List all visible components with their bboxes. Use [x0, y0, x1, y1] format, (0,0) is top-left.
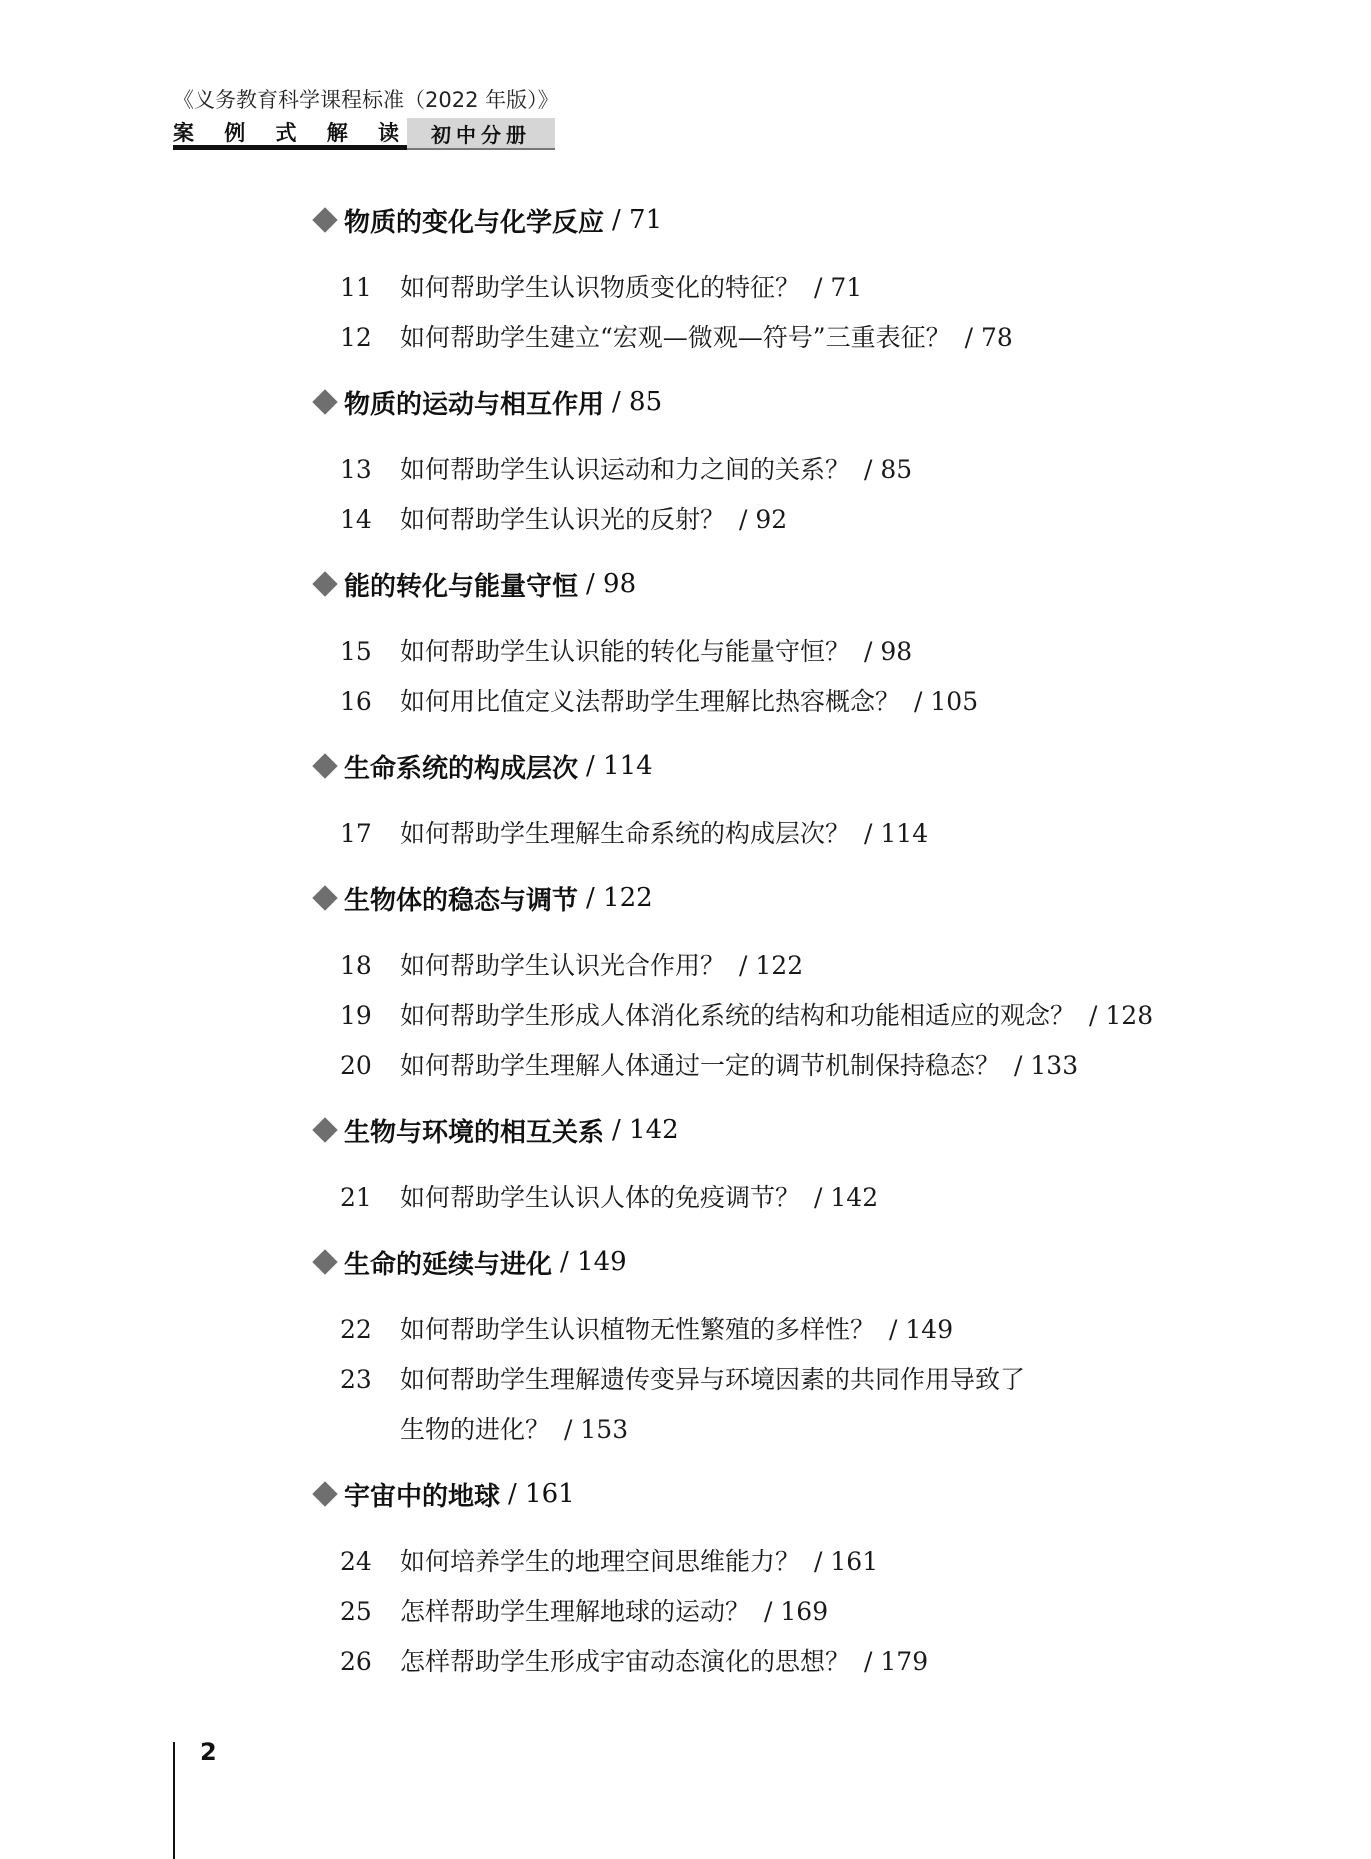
- entry-text-block: [400, 1355, 1210, 1455]
- running-header: [173, 86, 713, 150]
- entry-title: 如何培养学生的地理空间思维能力？: [400, 1547, 801, 1576]
- entry-title-continued: 生物的进化？: [400, 1415, 551, 1444]
- entry-number: 20: [340, 1051, 372, 1080]
- entry-title: 如何用比值定义法帮助学生理解比热容概念？: [400, 687, 901, 716]
- subtitle-volume: 初中分册: [407, 118, 555, 150]
- entry-text-block: [400, 677, 1210, 727]
- diamond-bullet-icon: [312, 1481, 337, 1506]
- entry-title: 如何帮助学生认识植物无性繁殖的多样性？: [400, 1315, 876, 1344]
- entry-list: [310, 1173, 1210, 1223]
- section-heading: [310, 744, 1210, 788]
- entry-title: 如何帮助学生认识人体的免疫调节？: [400, 1183, 801, 1212]
- entry-page: / 105: [914, 687, 979, 716]
- section-heading: [310, 1108, 1210, 1152]
- section-page: / 142: [612, 1115, 679, 1145]
- entry-page: / 122: [739, 951, 804, 980]
- entry-title: 怎样帮助学生形成宇宙动态演化的思想？: [400, 1647, 851, 1676]
- entry-page: / 153: [564, 1415, 629, 1444]
- entry-list: [310, 809, 1210, 859]
- section-page: / 114: [586, 751, 653, 781]
- entry-number: 18: [340, 951, 372, 980]
- section-title: 能的转化与能量守恒: [344, 571, 579, 602]
- entry-page: / 78: [964, 323, 1013, 352]
- diamond-bullet-icon: [312, 1117, 337, 1142]
- entry-number: 25: [340, 1597, 372, 1626]
- toc-section: [310, 198, 1210, 363]
- entry-text-block: [400, 1537, 1210, 1587]
- entry-number: 16: [340, 687, 372, 716]
- entry-text-block: [400, 1041, 1210, 1091]
- toc-section: [310, 380, 1210, 545]
- section-page: / 98: [586, 569, 637, 599]
- subtitle-char: 例: [224, 120, 246, 145]
- section-title: 生物体的稳态与调节: [344, 885, 579, 916]
- subtitle-char: 解: [326, 120, 348, 145]
- entry-page: / 92: [739, 505, 788, 534]
- entry-text-block: [400, 1305, 1210, 1355]
- entry-number: 12: [340, 323, 372, 352]
- diamond-bullet-icon: [312, 753, 337, 778]
- entry-page: / 128: [1089, 1001, 1154, 1030]
- section-title: 生命系统的构成层次: [344, 753, 579, 784]
- entry-list: [310, 1537, 1210, 1687]
- entry-number: 23: [340, 1365, 372, 1394]
- book-title: 《义务教育科学课程标准（2022 年版）》: [173, 88, 559, 112]
- toc-entry: [310, 991, 1210, 1041]
- section-page: / 71: [612, 205, 663, 235]
- diamond-bullet-icon: [312, 1249, 337, 1274]
- entry-text-block: [400, 313, 1210, 363]
- toc-entry: [310, 677, 1210, 727]
- entry-page: / 133: [1014, 1051, 1079, 1080]
- entry-title: 如何帮助学生理解生命系统的构成层次？: [400, 819, 851, 848]
- toc-entry: [310, 313, 1210, 363]
- entry-text-block: [400, 263, 1210, 313]
- toc-entry: [310, 941, 1210, 991]
- entry-text-block: [400, 445, 1210, 495]
- entry-title: 如何帮助学生建立“宏观—微观—符号”三重表征？: [400, 323, 951, 352]
- toc-entry: [310, 809, 1210, 859]
- subtitle-row: [173, 118, 713, 150]
- section-heading: [310, 1472, 1210, 1516]
- entry-title: 如何帮助学生理解人体通过一定的调节机制保持稳态？: [400, 1051, 1001, 1080]
- section-page: / 85: [612, 387, 663, 417]
- entry-page: / 98: [864, 637, 913, 666]
- entry-text-block: [400, 1637, 1210, 1687]
- subtitle-char: 案: [173, 120, 194, 145]
- entry-text-block: [400, 991, 1210, 1041]
- diamond-bullet-icon: [312, 885, 337, 910]
- entry-list: [310, 445, 1210, 545]
- entry-number: 11: [340, 273, 372, 302]
- section-title: 宇宙中的地球: [344, 1481, 501, 1512]
- section-heading: [310, 198, 1210, 242]
- toc-section: [310, 562, 1210, 727]
- entry-number: 15: [340, 637, 372, 666]
- entry-number: 17: [340, 819, 372, 848]
- entry-text-block: [400, 1173, 1210, 1223]
- table-of-contents: [310, 198, 1210, 1687]
- diamond-bullet-icon: [312, 389, 337, 414]
- entry-title: 如何帮助学生认识物质变化的特征？: [400, 273, 801, 302]
- diamond-bullet-icon: [312, 571, 337, 596]
- subtitle-left: [173, 118, 407, 150]
- toc-entry: [310, 263, 1210, 313]
- toc-section: [310, 744, 1210, 859]
- toc-section: [310, 1240, 1210, 1455]
- entry-page: / 71: [814, 273, 863, 302]
- entry-number: 21: [340, 1183, 372, 1212]
- diamond-bullet-icon: [312, 207, 337, 232]
- toc-section: [310, 1472, 1210, 1687]
- toc-entry: [310, 1355, 1210, 1455]
- entry-list: [310, 1305, 1210, 1455]
- entry-number: 19: [340, 1001, 372, 1030]
- entry-page: / 85: [864, 455, 913, 484]
- entry-number: 24: [340, 1547, 372, 1576]
- entry-number: 26: [340, 1647, 372, 1676]
- entry-text-block: [400, 495, 1210, 545]
- entry-page: / 114: [864, 819, 929, 848]
- entry-title: 怎样帮助学生理解地球的运动？: [400, 1597, 751, 1626]
- toc-entry: [310, 1305, 1210, 1355]
- toc-entry: [310, 495, 1210, 545]
- entry-list: [310, 263, 1210, 363]
- entry-number: 22: [340, 1315, 372, 1344]
- toc-section: [310, 1108, 1210, 1223]
- entry-title: 如何帮助学生认识光合作用？: [400, 951, 726, 980]
- subtitle-char: 式: [275, 120, 297, 145]
- toc-entry: [310, 627, 1210, 677]
- entry-page: / 179: [864, 1647, 929, 1676]
- entry-text-block: [400, 1587, 1210, 1637]
- section-page: / 149: [560, 1247, 627, 1277]
- entry-text-block: [400, 941, 1210, 991]
- toc-entry: [310, 1587, 1210, 1637]
- entry-title: 如何帮助学生认识能的转化与能量守恒？: [400, 637, 851, 666]
- section-heading: [310, 380, 1210, 424]
- entry-title: 如何帮助学生理解遗传变异与环境因素的共同作用导致了: [400, 1365, 1026, 1394]
- section-title: 生命的延续与进化: [344, 1249, 553, 1280]
- folio-rule: [173, 1742, 175, 1859]
- section-title: 生物与环境的相互关系: [344, 1117, 605, 1148]
- section-heading: [310, 1240, 1210, 1284]
- toc-entry: [310, 1041, 1210, 1091]
- entry-text-block: [400, 809, 1210, 859]
- toc-entry: [310, 1637, 1210, 1687]
- section-title: 物质的变化与化学反应: [344, 207, 605, 238]
- section-heading: [310, 876, 1210, 920]
- entry-text-block: [400, 627, 1210, 677]
- section-page: / 161: [508, 1479, 575, 1509]
- entry-number: 14: [340, 505, 372, 534]
- subtitle-char: 读: [378, 120, 399, 145]
- entry-title: 如何帮助学生形成人体消化系统的结构和功能相适应的观念？: [400, 1001, 1076, 1030]
- section-page: / 122: [586, 883, 653, 913]
- entry-title: 如何帮助学生认识运动和力之间的关系？: [400, 455, 851, 484]
- entry-number: 13: [340, 455, 372, 484]
- entry-page: / 149: [889, 1315, 954, 1344]
- entry-page: / 161: [814, 1547, 879, 1576]
- page-number: 2: [200, 1738, 217, 1766]
- toc-section: [310, 876, 1210, 1091]
- section-heading: [310, 562, 1210, 606]
- toc-entry: [310, 1173, 1210, 1223]
- toc-entry: [310, 1537, 1210, 1587]
- entry-page: / 142: [814, 1183, 879, 1212]
- entry-page: / 169: [764, 1597, 829, 1626]
- toc-entry: [310, 445, 1210, 495]
- entry-list: [310, 941, 1210, 1091]
- section-title: 物质的运动与相互作用: [344, 389, 605, 420]
- entry-list: [310, 627, 1210, 727]
- entry-title: 如何帮助学生认识光的反射？: [400, 505, 726, 534]
